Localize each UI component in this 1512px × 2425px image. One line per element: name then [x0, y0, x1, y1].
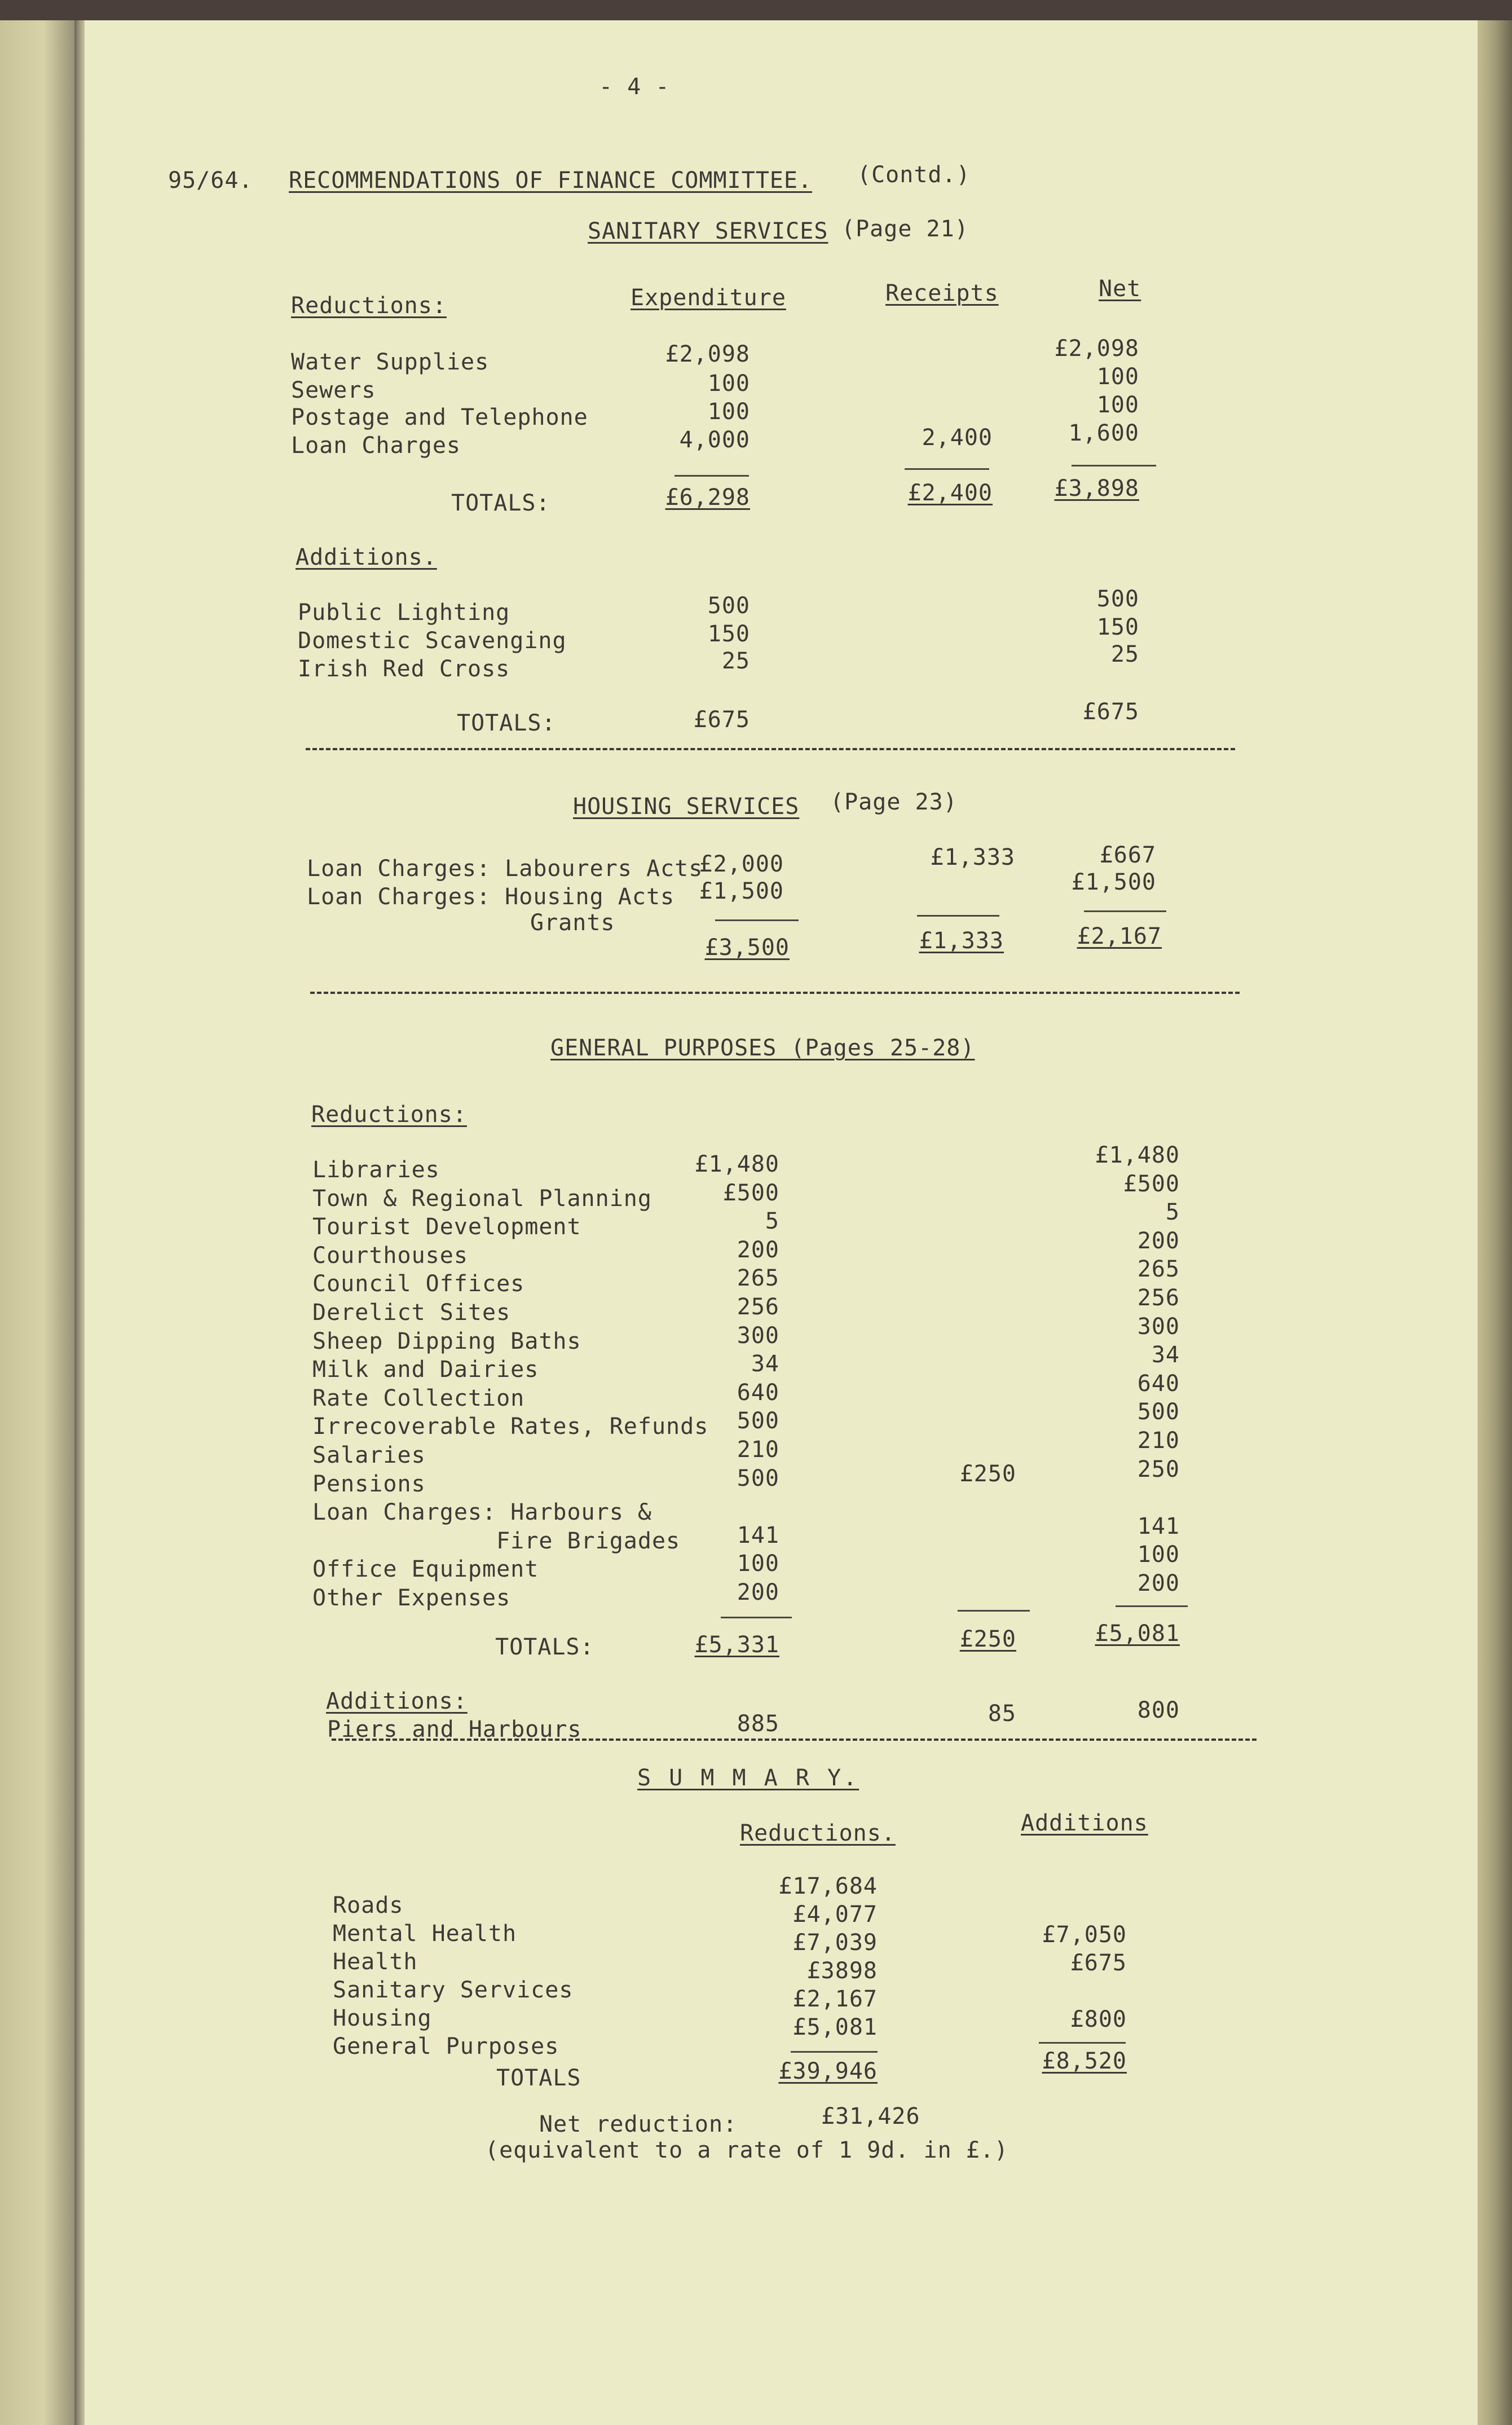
- subtotal-rule: [1072, 465, 1156, 466]
- general-row-label: Office Equipment: [312, 1556, 539, 1583]
- general-row-exp: 500: [737, 1465, 779, 1491]
- page-edge: [1478, 20, 1512, 2425]
- subtotal-rule: [715, 919, 799, 921]
- general-row-exp: 141: [737, 1522, 779, 1548]
- subtotal-rule: [905, 468, 989, 470]
- general-title: GENERAL PURPOSES (Pages 25-28): [550, 1035, 975, 1061]
- col-net: Net: [1099, 276, 1141, 302]
- sanitary-reductions-label: Reductions:: [291, 293, 447, 319]
- general-row-net: 640: [1137, 1370, 1180, 1397]
- left-facing-page: [0, 20, 79, 2425]
- general-row-label: Derelict Sites: [312, 1300, 511, 1326]
- general-total-exp: £5,331: [694, 1632, 779, 1658]
- page-number: - 4 -: [599, 74, 670, 100]
- housing-row-net: £1,500: [1071, 869, 1156, 895]
- summary-row-label: General Purposes: [333, 2034, 559, 2059]
- housing-row-label: Loan Charges: Labourers Acts: [307, 856, 703, 882]
- sanitary-additions-label: Additions.: [296, 544, 437, 570]
- subtotal-rule: [721, 1617, 792, 1618]
- general-row-net: £1,480: [1095, 1142, 1180, 1168]
- general-addition-net: 800: [1137, 1697, 1180, 1723]
- document-page: - 4 - 95/64. RECOMMENDATIONS OF FINANCE COMMITTEE. (Contd.) SANITARY SERVICES (Page 21) Reductions: Expenditure Receipts Net Water Supplies £2,098 £2,098 Sewers 100 100 Postage and Telephone 100 100 Loan Charges 4,000 2,400 1,600 TOTALS: £6,298 £2,400 £3,898 Additions. Public Lighting 500 500 Domestic Scavenging 150 150 Irish Red Cross 25 25 TOTALS: £675 £675 HOUSING SERVICES (Page 23) Loan Charges: Labourers Acts £2,000 £1,333 £667 Loan Charges: Housing Acts £1,500 £1,500 Grants £3,500 £1,333 £2,167 GENERAL PURPOSES (Pages 25-28) Reductions: Libraries £1,480 £1,480 Town & Regional Planning £500 £500 Tourist Development 5 5 Courthouses 200 200 Council Offices 265 265 Derelict Sites 256 256 Sheep Dipping Baths 300 300 Milk and Dairies 34 34 Rate Collection 640 640 Irrecoverable Rates, Refunds 500 500 Salaries 210 210 Pensions 500 £250 250 Loan Charges: Harbours & Fire Brigades 141 141 Office Equipment 100 100 Other Expenses 200 200 TOTALS: £5,331 £250 £5,081 Additions: Piers and Harbours 885 85 800 S U M M A R Y. Reductions. Additions Roads £17,684 Mental Health £4,077 Health £7,039 £7,050 Sanitary Services £3898 £675 Housing £2,167 General Purposes £5,081 £800 TOTALS £39,946 £8,520 Net reduction: £31,426 (equivalent to a rate of 1 9d. in £.): [85, 20, 1478, 2425]
- general-addition-label: Piers and Harbours: [327, 1717, 582, 1742]
- summary-row-reductions: £2,167: [792, 1986, 878, 2012]
- document-heading: RECOMMENDATIONS OF FINANCE COMMITTEE.: [289, 168, 813, 193]
- summary-row-reductions: £5,081: [792, 2014, 878, 2040]
- general-row-net: 210: [1137, 1428, 1180, 1454]
- general-row-net: 256: [1137, 1285, 1180, 1311]
- general-row-label: Other Expenses: [312, 1585, 511, 1611]
- housing-title: HOUSING SERVICES: [573, 794, 800, 820]
- sanitary-additions-total-net: £675: [1082, 699, 1139, 725]
- general-row-exp: 640: [737, 1379, 779, 1406]
- summary-row-label: Housing: [333, 2005, 432, 2031]
- general-total-rec: £250: [959, 1626, 1016, 1652]
- general-row-label: Town & Regional Planning: [312, 1185, 652, 1212]
- general-row-exp: 34: [751, 1351, 779, 1377]
- summary-col-reductions: Reductions.: [740, 1820, 896, 1846]
- sanitary-total-rec: £2,400: [907, 480, 993, 506]
- col-receipts: Receipts: [885, 280, 999, 306]
- general-row-label: Rate Collection: [312, 1385, 525, 1411]
- general-row-exp: 210: [737, 1437, 779, 1463]
- general-row-exp: 500: [737, 1408, 779, 1434]
- subtotal-rule: [1116, 1605, 1188, 1607]
- general-row-net: 200: [1137, 1227, 1180, 1254]
- subtotal-rule: [917, 915, 999, 917]
- general-row-exp: 100: [737, 1551, 779, 1577]
- general-row-net: 141: [1137, 1513, 1180, 1539]
- general-row-exp: 5: [765, 1208, 779, 1235]
- general-row-label: Council Offices: [312, 1271, 525, 1297]
- summary-total-additions: £8,520: [1042, 2048, 1127, 2074]
- section-divider: [310, 992, 1240, 994]
- housing-row-net: £667: [1099, 842, 1156, 868]
- general-additions-label: Additions:: [326, 1688, 468, 1714]
- general-row-label: Fire Brigades: [312, 1528, 681, 1554]
- general-row-net: 5: [1165, 1199, 1180, 1226]
- summary-title: S U M M A R Y.: [637, 1765, 859, 1791]
- general-row-net: 300: [1137, 1313, 1180, 1340]
- summary-row-label: Sanitary Services: [333, 1977, 574, 2003]
- general-row-exp: £1,480: [694, 1151, 779, 1177]
- housing-row-rec: £1,333: [930, 844, 1015, 870]
- general-row-exp: 200: [737, 1579, 779, 1605]
- general-totals-label: TOTALS:: [495, 1634, 594, 1660]
- housing-row-continuation: Grants: [530, 910, 615, 936]
- col-expenditure: Expenditure: [631, 285, 786, 311]
- minute-reference: 95/64.: [168, 168, 253, 193]
- summary-totals-label: TOTALS: [496, 2065, 581, 2091]
- sanitary-additions-totals-label: TOTALS:: [457, 710, 556, 736]
- heading-contd: (Contd.): [857, 162, 971, 188]
- general-row-exp: 200: [737, 1236, 779, 1263]
- general-row-net: 250: [1137, 1456, 1180, 1482]
- summary-row-additions: £7,050: [1042, 1922, 1127, 1948]
- subtotal-rule: [1084, 910, 1166, 912]
- sanitary-totals-label: TOTALS:: [451, 490, 550, 516]
- summary-row-reductions: £7,039: [792, 1930, 878, 1956]
- sanitary-additions-total-exp: £675: [693, 707, 750, 733]
- general-row-exp: 300: [737, 1322, 779, 1349]
- section-divider: [332, 1739, 1257, 1741]
- housing-row-exp: £1,500: [699, 878, 784, 904]
- general-row-net: 265: [1137, 1256, 1180, 1283]
- general-row-net: 200: [1137, 1570, 1180, 1596]
- summary-row-reductions: £3898: [806, 1958, 878, 1984]
- summary-row-reductions: £17,684: [778, 1873, 878, 1899]
- housing-total-rec: £1,333: [919, 928, 1004, 954]
- summary-row-additions: £675: [1070, 1950, 1127, 1976]
- sanitary-page: (Page 21): [841, 216, 969, 242]
- general-row-label: Salaries: [312, 1442, 426, 1468]
- summary-col-additions: Additions: [1021, 1810, 1148, 1836]
- general-row-label: Irrecoverable Rates, Refunds: [312, 1414, 709, 1440]
- general-row-exp: 256: [737, 1294, 779, 1320]
- general-addition-rec: 85: [988, 1701, 1016, 1727]
- net-reduction-value: £31,426: [821, 2103, 920, 2129]
- subtotal-rule: [1039, 2042, 1126, 2044]
- housing-page: (Page 23): [830, 789, 958, 815]
- summary-row-reductions: £4,077: [792, 1902, 878, 1927]
- general-row-net: 34: [1151, 1342, 1180, 1368]
- general-row-net: 500: [1137, 1399, 1180, 1425]
- general-row-label: Pensions: [312, 1471, 426, 1497]
- general-addition-exp: 885: [737, 1711, 779, 1737]
- general-row-label: Sheep Dipping Baths: [312, 1328, 581, 1354]
- net-reduction-label: Net reduction:: [539, 2111, 738, 2137]
- sanitary-total-exp: £6,298: [665, 485, 750, 510]
- general-row-label: Milk and Dairies: [312, 1357, 539, 1383]
- summary-total-reductions: £39,946: [778, 2058, 878, 2084]
- summary-row-label: Roads: [333, 1893, 404, 1918]
- housing-row-label: Loan Charges: Housing Acts: [307, 884, 675, 910]
- general-row-label: Courthouses: [312, 1242, 468, 1269]
- general-row-label: Tourist Development: [312, 1214, 581, 1240]
- general-row-net: £500: [1123, 1170, 1180, 1197]
- housing-total-exp: £3,500: [704, 935, 790, 961]
- subtotal-rule: [958, 1610, 1030, 1612]
- general-row-rec: £250: [959, 1460, 1016, 1487]
- general-row-exp: 265: [737, 1265, 779, 1292]
- rate-equivalent-note: (equivalent to a rate of 1 9d. in £.): [485, 2137, 1009, 2163]
- scan-top-edge: [0, 0, 1512, 20]
- housing-row-exp: £2,000: [699, 851, 784, 877]
- section-divider: [306, 748, 1235, 750]
- general-total-net: £5,081: [1095, 1621, 1180, 1647]
- sanitary-title: SANITARY SERVICES: [588, 218, 828, 244]
- summary-row-label: Mental Health: [333, 1921, 517, 1947]
- housing-total-net: £2,167: [1077, 923, 1162, 949]
- general-row-label: Libraries: [312, 1157, 440, 1183]
- general-reductions-label: Reductions:: [311, 1102, 467, 1128]
- general-row-net: 100: [1137, 1542, 1180, 1568]
- summary-row-label: Health: [333, 1949, 418, 1975]
- subtotal-rule: [675, 475, 749, 477]
- summary-row-additions: £800: [1070, 2006, 1127, 2032]
- general-row-label: Loan Charges: Harbours &: [312, 1499, 652, 1526]
- sanitary-total-net: £3,898: [1054, 476, 1139, 501]
- general-row-exp: £500: [722, 1180, 779, 1206]
- subtotal-rule: [791, 2051, 878, 2053]
